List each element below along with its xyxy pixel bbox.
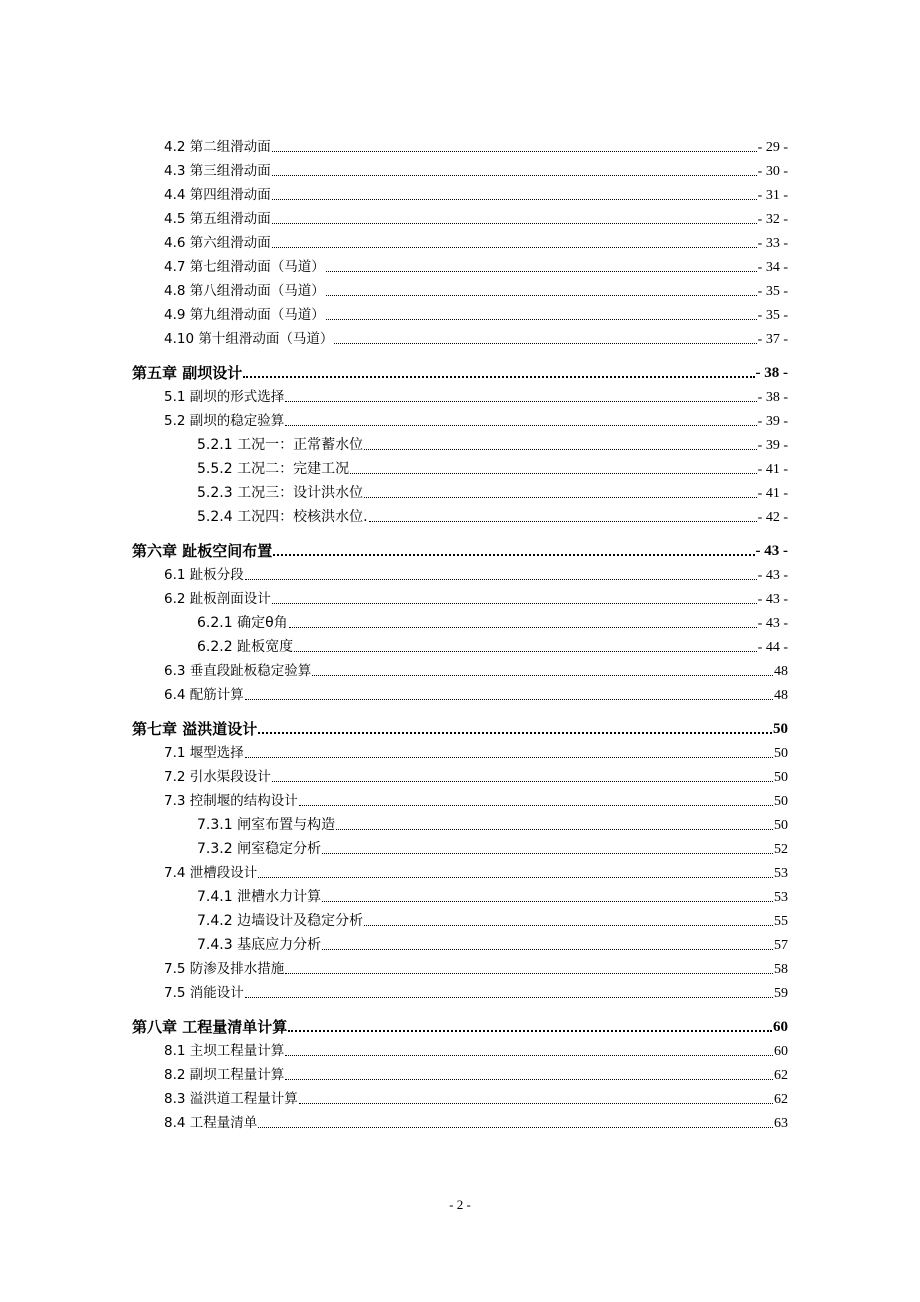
toc-entry-title: 7.4.3 基底应力分析	[197, 937, 322, 953]
dot-leader	[336, 828, 773, 830]
toc-entry-title: 7.4.2 边墙设计及稳定分析	[197, 913, 364, 929]
toc-subsection-entry[interactable]	[0, 502, 920, 526]
toc-entry-title: 4.7 第七组滑动面（马道）	[164, 259, 325, 275]
toc-entry-title: 第六章 趾板空间布置	[132, 542, 273, 560]
toc-section-entry[interactable]	[0, 738, 920, 762]
table-of-contents	[0, 132, 920, 1132]
toc-section-entry[interactable]	[0, 252, 920, 276]
toc-entry-page: - 35 -	[757, 284, 788, 299]
toc-chapter-entry[interactable]	[0, 1002, 920, 1036]
toc-section-entry[interactable]	[0, 180, 920, 204]
toc-entry-title: 7.3.1 闸室布置与构造	[197, 817, 336, 833]
toc-entry-title: 8.1 主坝工程量计算	[164, 1043, 285, 1059]
toc-entry-page: - 32 -	[757, 212, 788, 227]
toc-entry-page: - 31 -	[757, 188, 788, 203]
toc-entry-title: 4.4 第四组滑动面	[164, 187, 271, 203]
toc-subsection-entry[interactable]	[0, 430, 920, 454]
dot-leader	[334, 342, 756, 344]
toc-entry-title: 7.3.2 闸室稳定分析	[197, 841, 322, 857]
toc-subsection-entry[interactable]	[0, 608, 920, 632]
toc-entry-page: 60	[774, 1044, 788, 1059]
dot-leader	[245, 996, 773, 998]
toc-entry-page: - 38 -	[757, 390, 788, 405]
toc-entry-page: - 29 -	[757, 140, 788, 155]
toc-subsection-entry[interactable]	[0, 810, 920, 834]
toc-entry-title: 7.3 控制堰的结构设计	[164, 793, 298, 809]
toc-entry-page: 53	[774, 890, 788, 905]
toc-entry-page: 53	[774, 866, 788, 881]
dot-leader	[312, 674, 773, 676]
toc-entry-title: 8.4 工程量清单	[164, 1115, 258, 1131]
toc-entry-page: 50	[774, 746, 788, 761]
toc-section-entry[interactable]	[0, 1060, 920, 1084]
toc-entry-page: 62	[774, 1068, 788, 1083]
toc-subsection-entry[interactable]	[0, 882, 920, 906]
toc-section-entry[interactable]	[0, 954, 920, 978]
toc-entry-title: 7.5 消能设计	[164, 985, 244, 1001]
toc-entry-page: 57	[774, 938, 788, 953]
toc-subsection-entry[interactable]	[0, 834, 920, 858]
dot-leader	[350, 472, 757, 474]
toc-section-entry[interactable]	[0, 560, 920, 584]
dot-leader	[285, 424, 756, 426]
toc-entry-title: 5.2.4 工况四：校核洪水位.	[197, 509, 368, 525]
toc-entry-page: 50	[773, 721, 788, 737]
toc-section-entry[interactable]	[0, 656, 920, 680]
toc-entry-page: - 41 -	[757, 462, 788, 477]
dot-leader	[272, 150, 757, 152]
dot-leader	[364, 924, 773, 926]
toc-entry-title: 第七章 溢洪道设计	[132, 720, 258, 738]
toc-entry-page: 48	[774, 688, 788, 703]
toc-entry-page: - 33 -	[757, 236, 788, 251]
dot-leader	[326, 318, 757, 320]
page-number: - 2 -	[449, 1197, 471, 1212]
toc-entry-page: 60	[773, 1019, 788, 1035]
dot-leader	[299, 804, 773, 806]
toc-entry-page: - 43 -	[757, 568, 788, 583]
toc-entry-page: 50	[774, 770, 788, 785]
toc-entry-page: - 37 -	[757, 332, 788, 347]
toc-entry-page: - 43 -	[757, 616, 788, 631]
toc-entry-page: - 39 -	[757, 414, 788, 429]
toc-entry-page: 55	[774, 914, 788, 929]
toc-section-entry[interactable]	[0, 858, 920, 882]
dot-leader	[364, 448, 757, 450]
toc-entry-title: 4.6 第六组滑动面	[164, 235, 271, 251]
toc-chapter-entry[interactable]	[0, 348, 920, 382]
dot-leader	[258, 1126, 773, 1128]
toc-section-entry[interactable]	[0, 1036, 920, 1060]
toc-section-entry[interactable]	[0, 324, 920, 348]
toc-entry-page: - 42 -	[757, 510, 788, 525]
toc-entry-page: 52	[774, 842, 788, 857]
dot-leader	[289, 626, 757, 628]
dot-leader	[294, 650, 757, 652]
toc-entry-page: - 38 -	[755, 365, 788, 381]
dot-leader	[322, 948, 773, 950]
dot-leader	[322, 852, 773, 854]
toc-entry-page: - 44 -	[757, 640, 788, 655]
toc-entry-title: 6.4 配筋计算	[164, 687, 244, 703]
dot-leader	[272, 174, 757, 176]
toc-entry-title: 4.5 第五组滑动面	[164, 211, 271, 227]
toc-entry-title: 6.2.2 趾板宽度	[197, 639, 294, 655]
toc-entry-page: - 43 -	[755, 543, 788, 559]
dot-leader	[326, 270, 757, 272]
toc-entry-title: 4.2 第二组滑动面	[164, 139, 271, 155]
toc-entry-page: - 43 -	[757, 592, 788, 607]
toc-entry-title: 6.2.1 确定θ角	[197, 615, 288, 631]
toc-entry-title: 7.4 泄槽段设计	[164, 865, 258, 881]
dot-leader	[369, 520, 757, 522]
toc-section-entry[interactable]	[0, 132, 920, 156]
toc-entry-page: 50	[774, 818, 788, 833]
toc-entry-page: 62	[774, 1092, 788, 1107]
toc-entry-title: 4.10 第十组滑动面（马道）	[164, 331, 334, 347]
dot-leader	[285, 1078, 773, 1080]
dot-leader	[288, 1029, 772, 1032]
toc-subsection-entry[interactable]	[0, 930, 920, 954]
toc-section-entry[interactable]	[0, 1084, 920, 1108]
dot-leader	[285, 400, 756, 402]
toc-entry-title: 7.5 防渗及排水措施	[164, 961, 285, 977]
toc-entry-title: 7.4.1 泄槽水力计算	[197, 889, 322, 905]
toc-entry-title: 6.2 趾板剖面设计	[164, 591, 271, 607]
toc-chapter-entry[interactable]	[0, 526, 920, 560]
toc-entry-title: 7.1 堰型选择	[164, 745, 244, 761]
toc-entry-page: 48	[774, 664, 788, 679]
toc-entry-page: - 41 -	[757, 486, 788, 501]
dot-leader	[273, 553, 754, 556]
toc-entry-page: 58	[774, 962, 788, 977]
toc-section-entry[interactable]	[0, 762, 920, 786]
dot-leader	[258, 731, 772, 734]
dot-leader	[245, 698, 773, 700]
toc-section-entry[interactable]	[0, 1108, 920, 1132]
toc-entry-title: 第八章 工程量清单计算	[132, 1018, 288, 1036]
dot-leader	[243, 375, 754, 378]
toc-section-entry[interactable]	[0, 156, 920, 180]
toc-entry-title: 第五章 副坝设计	[132, 364, 243, 382]
dot-leader	[285, 972, 773, 974]
dot-leader	[272, 780, 773, 782]
toc-entry-title: 4.3 第三组滑动面	[164, 163, 271, 179]
dot-leader	[326, 294, 757, 296]
dot-leader	[272, 222, 757, 224]
toc-entry-page: 59	[774, 986, 788, 1001]
toc-entry-title: 5.5.2 工况二：完建工况	[197, 461, 350, 477]
toc-section-entry[interactable]	[0, 228, 920, 252]
toc-entry-page: - 39 -	[757, 438, 788, 453]
toc-section-entry[interactable]	[0, 276, 920, 300]
toc-section-entry[interactable]	[0, 680, 920, 704]
toc-entry-title: 6.1 趾板分段	[164, 567, 244, 583]
toc-subsection-entry[interactable]	[0, 906, 920, 930]
toc-entry-page: - 35 -	[757, 308, 788, 323]
dot-leader	[272, 246, 757, 248]
toc-entry-page: - 30 -	[757, 164, 788, 179]
toc-entry-title: 5.2 副坝的稳定验算	[164, 413, 285, 429]
dot-leader	[285, 1054, 773, 1056]
dot-leader	[272, 198, 757, 200]
toc-entry-title: 4.8 第八组滑动面（马道）	[164, 283, 325, 299]
toc-entry-title: 8.3 溢洪道工程量计算	[164, 1091, 298, 1107]
toc-entry-title: 5.2.1 工况一：正常蓄水位	[197, 437, 364, 453]
toc-subsection-entry[interactable]	[0, 478, 920, 502]
toc-entry-page: - 34 -	[757, 260, 788, 275]
toc-section-entry[interactable]	[0, 406, 920, 430]
toc-entry-title: 6.3 垂直段趾板稳定验算	[164, 663, 312, 679]
toc-entry-title: 7.2 引水渠段设计	[164, 769, 271, 785]
toc-entry-page: 63	[774, 1116, 788, 1131]
dot-leader	[299, 1102, 773, 1104]
dot-leader	[245, 578, 757, 580]
dot-leader	[272, 602, 757, 604]
toc-subsection-entry[interactable]	[0, 454, 920, 478]
dot-leader	[245, 756, 773, 758]
toc-chapter-entry[interactable]	[0, 704, 920, 738]
toc-section-entry[interactable]	[0, 300, 920, 324]
dot-leader	[258, 876, 773, 878]
toc-section-entry[interactable]	[0, 786, 920, 810]
toc-section-entry[interactable]	[0, 978, 920, 1002]
toc-section-entry[interactable]	[0, 204, 920, 228]
toc-section-entry[interactable]	[0, 584, 920, 608]
toc-section-entry[interactable]	[0, 382, 920, 406]
toc-entry-title: 5.1 副坝的形式选择	[164, 389, 285, 405]
toc-entry-title: 8.2 副坝工程量计算	[164, 1067, 285, 1083]
toc-entry-title: 4.9 第九组滑动面（马道）	[164, 307, 325, 323]
dot-leader	[364, 496, 757, 498]
toc-entry-page: 50	[774, 794, 788, 809]
dot-leader	[322, 900, 773, 902]
toc-entry-title: 5.2.3 工况三：设计洪水位	[197, 485, 364, 501]
toc-subsection-entry[interactable]	[0, 632, 920, 656]
